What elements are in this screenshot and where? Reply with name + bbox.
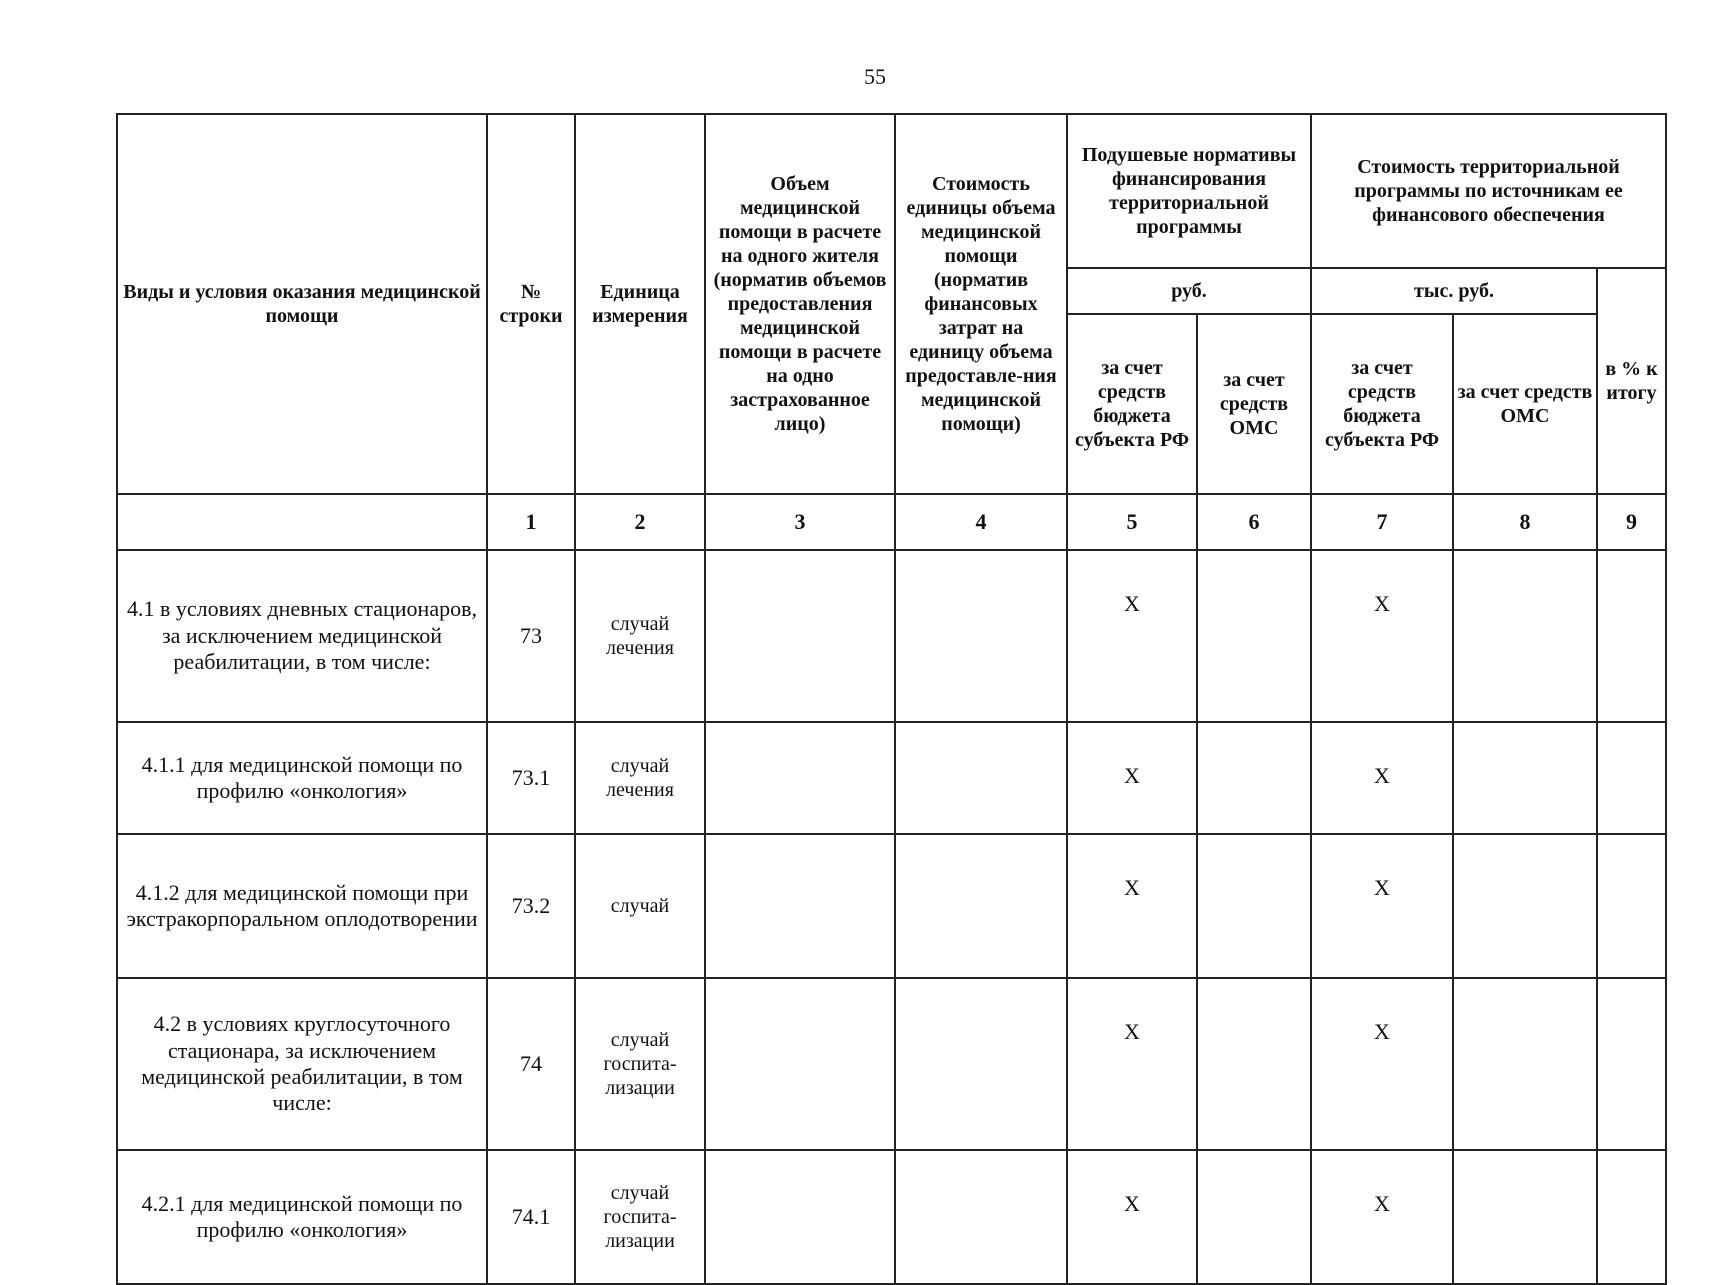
page-number: 55 (864, 64, 886, 89)
row-unit: случай госпита-лизации (575, 1150, 705, 1284)
row-label: 4.1 в условиях дневных стационаров, за исключением медицинской реабилитации, в том числе: (117, 550, 487, 722)
cell-volume (705, 550, 895, 722)
column-number: 3 (705, 494, 895, 550)
cell-oms (1197, 722, 1311, 834)
cell-unit-cost (895, 1150, 1067, 1284)
row-number: 73.2 (487, 834, 575, 978)
header-program-cost-group: Стоимость территориальной программы по источникам ее финансового обеспечения (1311, 114, 1666, 268)
cell-budget-rf-thous: X (1311, 722, 1453, 834)
row-label: 4.1.1 для медицинской помощи по профилю «онкология» (117, 722, 487, 834)
row-unit: случай госпита-лизации (575, 978, 705, 1150)
header-volume: Объем медицинской помощи в расчете на одного жителя (норматив объемов предоставления медицинской помощи в расчете на одно застрахованное лицо) (705, 114, 895, 494)
header-budget-rf-thous: за счет средств бюджета субъекта РФ (1311, 314, 1453, 494)
header-per-capita-group: Подушевые нормативы финансирования территориальной программы (1067, 114, 1311, 268)
cell-oms (1197, 550, 1311, 722)
cell-budget-rf-thous: X (1311, 550, 1453, 722)
cell-unit-cost (895, 978, 1067, 1150)
cell-oms-thous (1453, 1150, 1597, 1284)
column-number-blank (117, 494, 487, 550)
header-types-of-care: Виды и условия оказания медицинской помощи (117, 114, 487, 494)
row-unit: случай лечения (575, 550, 705, 722)
cell-oms (1197, 834, 1311, 978)
cell-percent (1597, 722, 1666, 834)
cell-oms-thous (1453, 978, 1597, 1150)
cell-oms-thous (1453, 834, 1597, 978)
cell-percent (1597, 834, 1666, 978)
territorial-program-table (116, 113, 1667, 1285)
row-label: 4.2 в условиях круглосуточного стационара, за исключением медицинской реабилитации, в том числе: (117, 978, 487, 1150)
cell-unit-cost (895, 722, 1067, 834)
header-oms-thous: за счет средств ОМС (1453, 314, 1597, 494)
table-row (117, 1150, 1666, 1284)
cell-unit-cost (895, 550, 1067, 722)
cell-budget-rf-thous: X (1311, 834, 1453, 978)
row-label: 4.1.2 для медицинской помощи при экстракорпоральном оплодотворении (117, 834, 487, 978)
column-number: 4 (895, 494, 1067, 550)
table-row (117, 978, 1666, 1150)
header-row-number: № строки (487, 114, 575, 494)
column-number: 6 (1197, 494, 1311, 550)
header-budget-rf: за счет средств бюджета субъекта РФ (1067, 314, 1197, 494)
header-unit-thous-rub: тыс. руб. (1311, 268, 1597, 314)
cell-budget-rf-thous: X (1311, 1150, 1453, 1284)
row-number: 74 (487, 978, 575, 1150)
cell-oms-thous (1453, 722, 1597, 834)
table-row (117, 550, 1666, 722)
column-number: 5 (1067, 494, 1197, 550)
row-number: 73 (487, 550, 575, 722)
column-number: 1 (487, 494, 575, 550)
header-unit: Единица измерения (575, 114, 705, 494)
cell-oms (1197, 978, 1311, 1150)
column-number: 2 (575, 494, 705, 550)
cell-percent (1597, 550, 1666, 722)
cell-budget-rf: X (1067, 722, 1197, 834)
cell-volume (705, 722, 895, 834)
row-unit: случай лечения (575, 722, 705, 834)
cell-volume (705, 1150, 895, 1284)
cell-budget-rf: X (1067, 978, 1197, 1150)
row-number: 73.1 (487, 722, 575, 834)
table-row (117, 722, 1666, 834)
header-unit-rub: руб. (1067, 268, 1311, 314)
cell-unit-cost (895, 834, 1067, 978)
row-label: 4.2.1 для медицинской помощи по профилю «онкология» (117, 1150, 487, 1284)
cell-oms (1197, 1150, 1311, 1284)
cell-oms-thous (1453, 550, 1597, 722)
column-number: 9 (1597, 494, 1666, 550)
row-unit: случай (575, 834, 705, 978)
cell-volume (705, 978, 895, 1150)
header-oms: за счет средств ОМС (1197, 314, 1311, 494)
column-number: 8 (1453, 494, 1597, 550)
header-percent-of-total: в % к итогу (1597, 268, 1666, 494)
cell-budget-rf: X (1067, 1150, 1197, 1284)
table-row (117, 834, 1666, 978)
column-number: 7 (1311, 494, 1453, 550)
cell-budget-rf: X (1067, 834, 1197, 978)
cell-budget-rf-thous: X (1311, 978, 1453, 1150)
cell-budget-rf: X (1067, 550, 1197, 722)
row-number: 74.1 (487, 1150, 575, 1284)
cell-volume (705, 834, 895, 978)
header-unit-cost: Стоимость единицы объема медицинской помощи (норматив финансовых затрат на единицу объема предоставле-ния медицинской помощи) (895, 114, 1067, 494)
cell-percent (1597, 978, 1666, 1150)
cell-percent (1597, 1150, 1666, 1284)
